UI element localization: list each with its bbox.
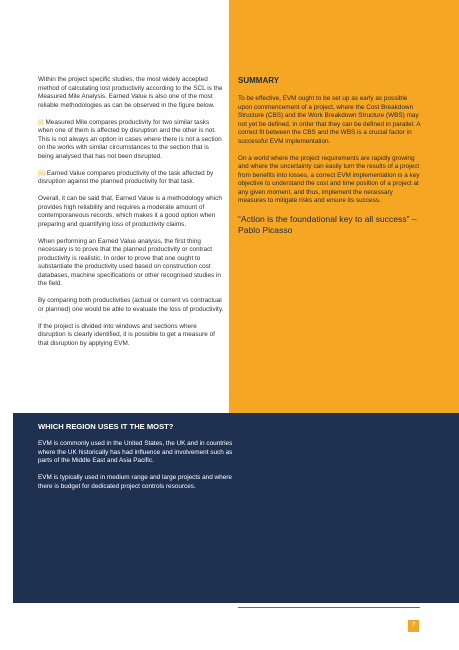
footer-divider — [238, 607, 420, 608]
summary-paragraph-1: To be effective, EVM ought to be set up as early as possible upon commencement of a project, where the Cost Breakdown Structure (CBS) and the Work Breakdown Structure (WBS) may not yet be defined, in order that they can be defined in parallel. A correct fit between the CBS and the WBS is a crucial factor in successful EVM implementation. — [238, 95, 421, 145]
paragraph-overall: Overall, it can be said that, Earned Value is a methodology which provides high reliability and requires a moderate amount of contemporaneous records, which makes it a good option when preparing and quantifying loss of productivity claims. — [38, 195, 222, 228]
left-column — [38, 76, 224, 357]
summary-quote: “Action is the foundational key to all success” – Pablo Picasso — [238, 214, 417, 235]
region-section — [38, 422, 238, 500]
summary-paragraph-2: On a world where the project requirements are rapidly growing and where the uncertainty can easily turn the results of a project from benefits into losses, a correct EVM implementation is a key objective to understand the cost and time position of a project at any given moment, and thus, implement the necessary measures to mitigate risks and ensure its success. — [238, 154, 420, 204]
region-paragraph-2: EVM is typically used in medium range and large projects and where there is budget for dedicated project controls resources. — [38, 474, 232, 490]
item2-text: Earned Value compares productivity of the task affected by disruption against the planned productivity for that task. — [38, 169, 214, 185]
region-heading: WHICH REGION USES IT THE MOST? — [38, 422, 174, 431]
summary-column — [238, 76, 422, 245]
paragraph-windows: If the project is divided into windows and sections where disruption is clearly identified, it is possible to get a measure of that disruption by applying EVM. — [38, 322, 215, 347]
region-paragraph-1: EVM is commonly used in the United States, the UK and in countries where the UK historically has had influence and involvement such as parts of the Middle East and Asia Pacific. — [38, 440, 233, 464]
page-number: 7 — [408, 620, 419, 632]
item1-marker: (i) — [38, 118, 44, 126]
summary-heading: SUMMARY — [238, 76, 280, 85]
intro-paragraph: Within the project specific studies, the most widely accepted method of calculating lost productivity according to the SCL is the Measured Mile Analysis. Earned Value is also one of the most reliable methodologies as can be observed in the figure below. — [38, 76, 223, 109]
paragraph-comparing: By comparing both productivities (actual or current vs contractual or planned) one would be able to evaluate the loss of productivity. — [38, 297, 224, 313]
item1-text: Measured Mile compares productivity for two similar tasks when one of them is affected by disruption and the other is not. This is not always an option in cases where there is not a section on the works with similar circumstances to the section that is being analysed that has not been disrupted. — [38, 118, 222, 160]
item-measured-mile — [38, 119, 224, 162]
item-earned-value — [38, 170, 224, 187]
item2-marker: (ii) — [38, 169, 46, 177]
paragraph-performing: When performing an Earned Value analysis, the first thing necessary is to prove that the planned productivity or contract productivity is realistic. In order to prove that one ought to substantiate the productivity used based on construction cost databases, machine specifications or other recognised studies in the field. — [38, 237, 221, 287]
